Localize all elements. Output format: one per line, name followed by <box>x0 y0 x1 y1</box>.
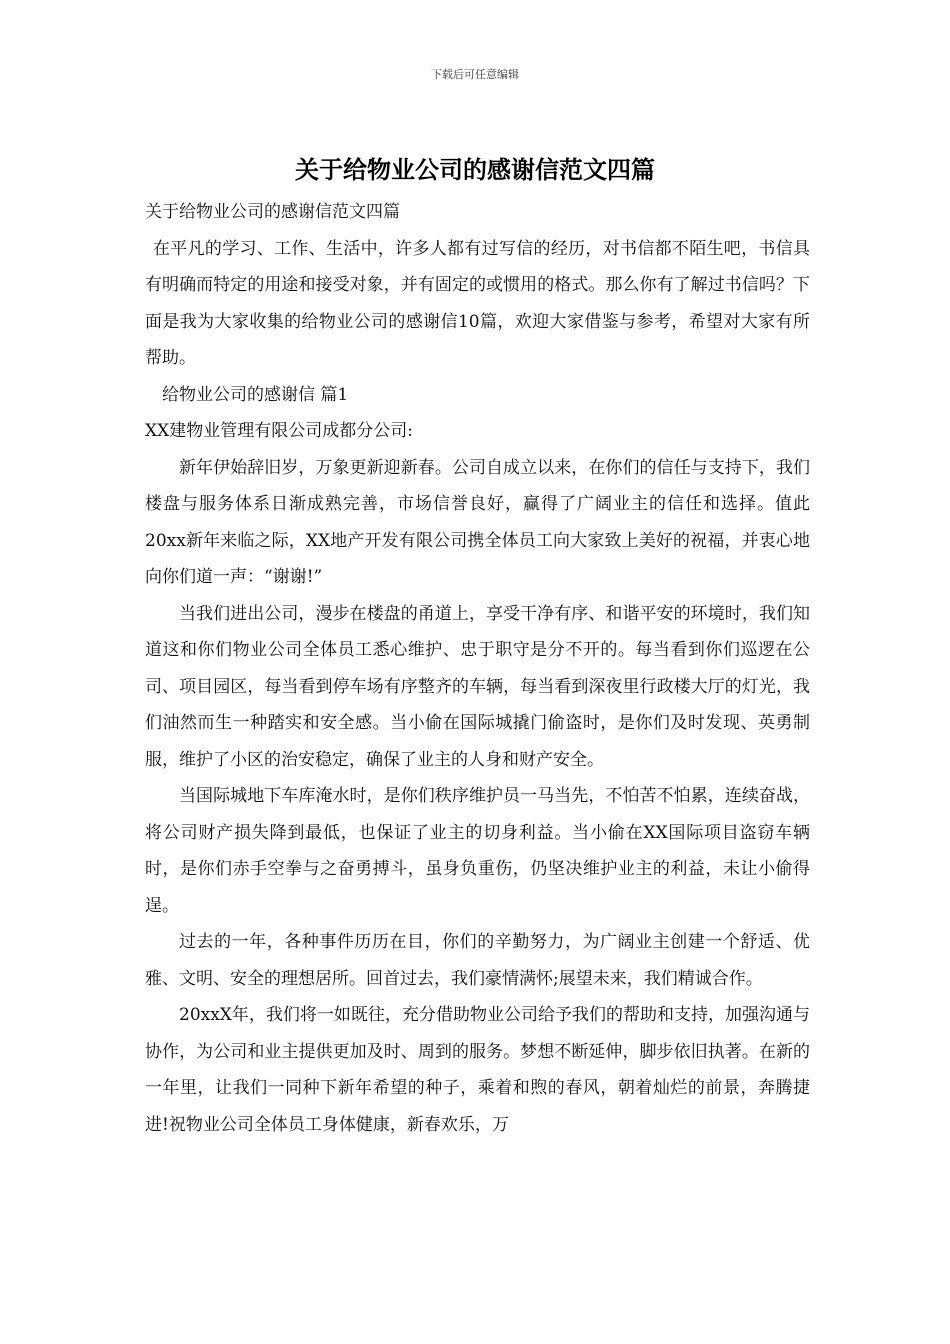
intro-paragraph: 在平凡的学习、工作、生活中，许多人都有过写信的经历，对书信都不陌生吧，书信具有明确而特定的用途和接受对象，并有固定的或惯用的格式。那么你有了解过书信吗？下面是我为大家收集的给物业公司的感谢信10篇，欢迎大家借鉴与参考，希望对大家有所帮助。 <box>145 238 810 368</box>
letter-paragraph: 20xxX年，我们将一如既往，充分借助物业公司给予我们的帮助和支持，加强沟通与协作，为公司和业主提供更加及时、周到的服务。梦想不断延伸，脚步依旧执著。在新的一年里，让我们一同种下新年希望的种子，乘着和煦的春风，朝着灿烂的前景，奔腾捷进!祝物业公司全体员工身体健康，新春欢乐，万 <box>145 1005 810 1135</box>
letter-salutation: XX建物业管理有限公司成都分公司: <box>145 421 413 441</box>
letter-paragraph: 过去的一年，各种事件历历在目，你们的辛勤努力，为广阔业主创建一个舒适、优雅、文明、安全的理想居所。回首过去，我们豪情满怀;展望未来，我们精诚合作。 <box>145 932 810 989</box>
letter-paragraph: 当国际城地下车库淹水时，是你们秩序维护员一马当先，不怕苦不怕累，连续奋战，将公司财产损失降到最低，也保证了业主的切身利益。当小偷在XX国际项目盗窃车辆时，是你们赤手空拳与之奋勇搏斗，虽身负重伤，仍坚决维护业主的利益，未让小偷得逞。 <box>145 786 810 916</box>
letter-paragraph: 当我们进出公司，漫步在楼盘的甬道上，享受干净有序、和谐平安的环境时，我们知道这和你们物业公司全体员工悉心维护、忠于职守是分不开的。每当看到你们巡逻在公司、项目园区，每当看到停车场有序整齐的车辆，每当看到深夜里行政楼大厅的灯光，我们油然而生一种踏实和安全感。当小偷在国际城撬门偷盗时，是你们及时发现、英勇制服，维护了小区的治安稳定，确保了业主的人身和财产安全。 <box>145 603 810 770</box>
document-title: 关于给物业公司的感谢信范文四篇 <box>295 155 655 184</box>
document-subtitle: 关于给物业公司的感谢信范文四篇 <box>145 202 400 222</box>
header-note: 下载后可任意编辑 <box>431 68 519 81</box>
section-heading: 给物业公司的感谢信 篇1 <box>162 384 349 405</box>
letter-paragraph: 新年伊始辞旧岁，万象更新迎新春。公司自成立以来，在你们的信任与支持下，我们楼盘与服务体系日渐成熟完善，市场信誉良好，赢得了广阔业主的信任和选择。值此20xx新年来临之际，XX地产开发有限公司携全体员工向大家致上美好的祝福，并衷心地向你们道一声：“谢谢!” <box>145 457 810 587</box>
document-body <box>145 194 810 1143</box>
